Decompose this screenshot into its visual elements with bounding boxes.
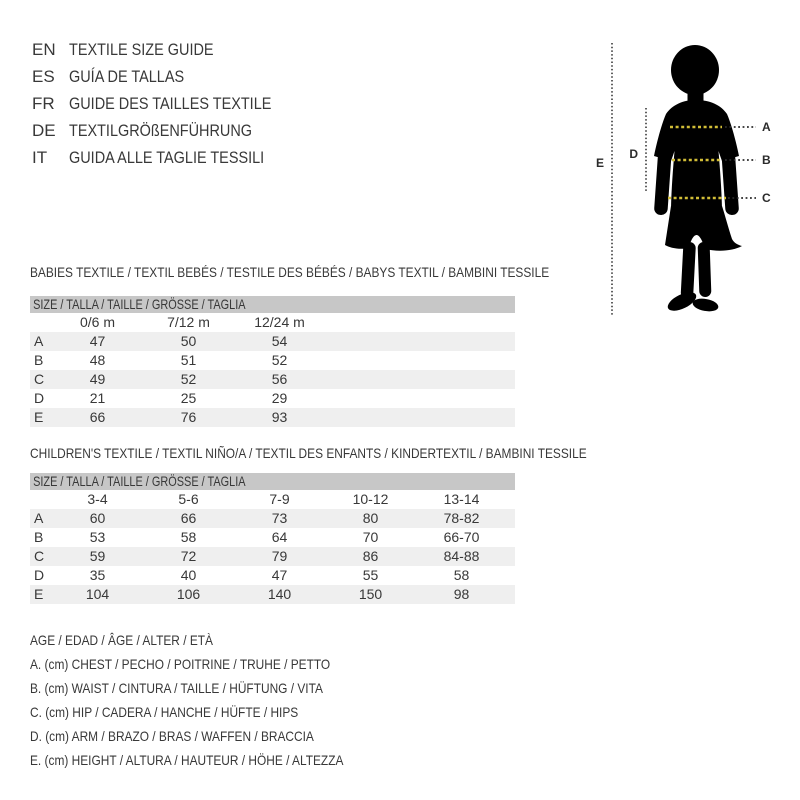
column-header: 12/24 m xyxy=(254,314,305,330)
marker-label-e: E xyxy=(595,156,604,170)
legend-line-age: AGE / EDAD / ÂGE / ALTER / ETÀ xyxy=(30,632,213,648)
language-row-es xyxy=(32,63,307,90)
table-row: A 47 50 54 xyxy=(30,332,515,351)
language-title: GUÍA DE TALLAS xyxy=(69,67,185,86)
language-code: ES xyxy=(32,67,55,86)
babies-column-headers xyxy=(30,313,515,332)
language-code: DE xyxy=(32,121,56,140)
language-title-list xyxy=(32,36,307,171)
size-header-bar: SIZE / TALLA / TAILLE / GRÖSSE / TAGLIA xyxy=(30,296,515,313)
table-row: B 48 51 52 xyxy=(34,352,288,368)
child-silhouette-icon xyxy=(654,45,742,315)
language-code: EN xyxy=(32,40,56,59)
column-header: 7/12 m xyxy=(167,314,210,330)
table-row: C 49 52 56 xyxy=(30,370,515,389)
language-row-de xyxy=(32,117,307,144)
legend-line-waist: B. (cm) WAIST / CINTURA / TAILLE / HÜFTUNG / VITA xyxy=(30,680,323,696)
table-row: A 60 66 73 80 78-82 xyxy=(30,509,515,528)
children-section-title: CHILDREN'S TEXTILE / TEXTIL NIÑO/A / TEXTIL DES ENFANTS / KINDERTEXTIL / BAMBINI TESSILE xyxy=(30,445,587,461)
legend-line-chest: A. (cm) CHEST / PECHO / POITRINE / TRUHE / PETTO xyxy=(30,656,331,672)
table-row: D 35 40 47 55 58 xyxy=(34,567,470,583)
column-header: 3-4 xyxy=(87,491,108,507)
children-size-table xyxy=(30,473,515,604)
children-column-headers xyxy=(30,490,515,509)
language-title: TEXTILE SIZE GUIDE xyxy=(69,40,214,59)
language-row-fr xyxy=(32,90,307,117)
babies-size-table xyxy=(30,296,515,427)
size-header-bar: SIZE / TALLA / TAILLE / GRÖSSE / TAGLIA xyxy=(30,473,515,490)
language-title: GUIDE DES TAILLES TEXTILE xyxy=(69,94,272,113)
column-header: 7-9 xyxy=(269,491,290,507)
marker-label-b: B xyxy=(762,153,771,167)
language-code: IT xyxy=(32,148,48,167)
marker-label-c: C xyxy=(762,191,771,205)
legend-line-height: E. (cm) HEIGHT / ALTURA / HAUTEUR / HÖHE / ALTEZZA xyxy=(30,752,344,768)
table-row: E 104 106 140 150 98 xyxy=(30,585,515,604)
column-header: 13-14 xyxy=(443,491,480,507)
language-row-en xyxy=(32,36,307,63)
language-title: GUIDA ALLE TAGLIE TESSILI xyxy=(69,148,265,167)
marker-label-a: A xyxy=(762,120,771,134)
table-row: D 21 25 29 xyxy=(34,390,288,406)
language-row-it xyxy=(32,144,307,171)
marker-label-d: D xyxy=(629,147,638,161)
language-title: TEXTILGRÖßENFÜHRUNG xyxy=(69,121,253,140)
legend-line-arm: D. (cm) ARM / BRAZO / BRAS / WAFFEN / BRACCIA xyxy=(30,728,314,744)
table-row: E 66 76 93 xyxy=(30,408,515,427)
babies-section-title: BABIES TEXTILE / TEXTIL BEBÉS / TESTILE DES BÉBÉS / BABYS TEXTIL / BAMBINI TESSILE xyxy=(30,264,550,280)
column-header: 10-12 xyxy=(352,491,389,507)
column-header: 0/6 m xyxy=(79,314,115,330)
table-row: C 59 72 79 86 84-88 xyxy=(30,547,515,566)
column-header: 5-6 xyxy=(178,491,199,507)
measurement-legend xyxy=(30,628,399,772)
language-code: FR xyxy=(32,94,55,113)
table-row: B 53 58 64 70 66-70 xyxy=(34,529,480,545)
legend-line-hip: C. (cm) HIP / CADERA / HANCHE / HÜFTE / HIPS xyxy=(30,704,299,720)
